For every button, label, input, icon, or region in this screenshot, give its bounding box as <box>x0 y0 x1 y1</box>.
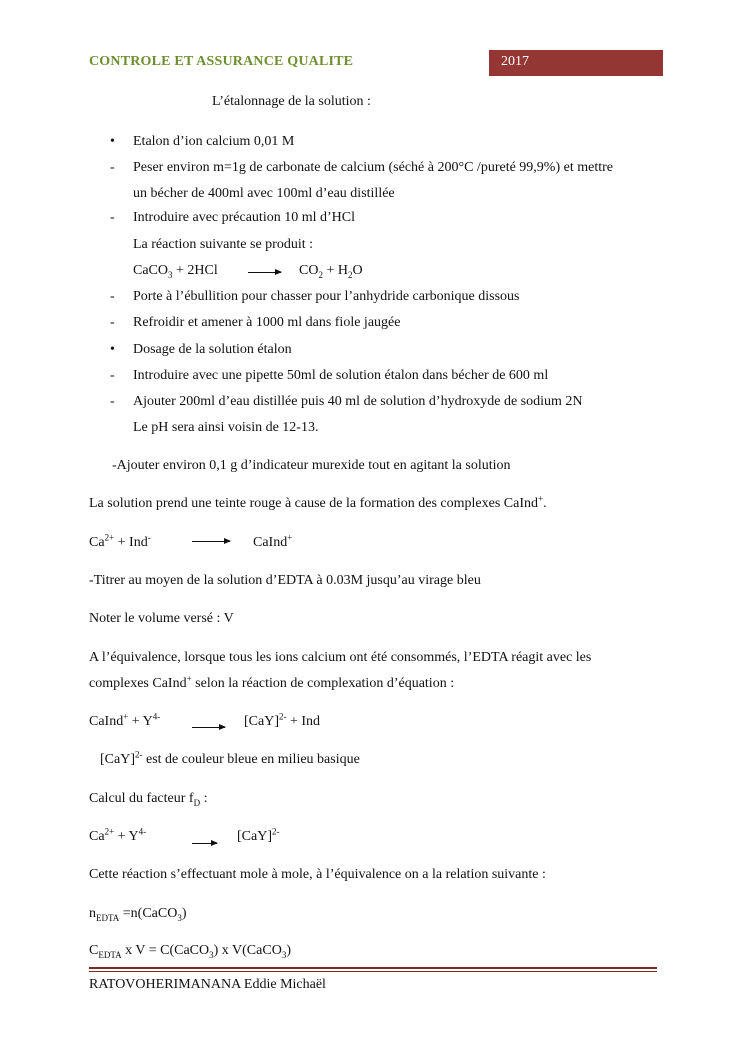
reaction-arrow-icon <box>192 727 225 728</box>
paragraph: -Ajouter environ 0,1 g d’indicateur murexide tout en agitant la solution <box>112 458 511 473</box>
equation-2-right: CaInd+ <box>253 532 293 550</box>
year-text: 2017 <box>501 54 529 69</box>
dash-marker: - <box>110 368 115 383</box>
list-item-continuation: Le pH sera ainsi voisin de 12-13. <box>133 420 319 435</box>
year-badge <box>489 50 663 76</box>
equation-4-left: $Ca^{2+} + Y^{4-}$ <box>89 826 147 844</box>
dash-marker: - <box>110 289 115 304</box>
paragraph: complexes CaInd+ selon la réaction de complexation d’équation : <box>89 673 455 691</box>
list-item-text: Introduire avec une pipette 50ml de solution étalon dans bécher de 600 ml <box>133 368 549 383</box>
footer-divider <box>89 971 657 972</box>
paragraph: La solution prend une teinte rouge à cause de la formation des complexes CaInd+. <box>89 493 547 511</box>
list-item-text: Ajouter 200ml d’eau distillée puis 40 ml de solution d’hydroxyde de sodium 2N <box>133 394 583 409</box>
dash-marker: - <box>110 210 115 225</box>
equation-1-left: CaCO$_3$ + 2HCl <box>133 263 218 280</box>
footer-divider <box>89 967 657 969</box>
reaction-arrow-icon <box>248 272 281 273</box>
bullet-icon: • <box>110 342 115 357</box>
list-item-text: Etalon d’ion calcium 0,01 M <box>133 134 295 149</box>
paragraph: -Titrer au moyen de la solution d’EDTA à 0.03M jusqu’au virage bleu <box>89 573 481 588</box>
list-item-text: Dosage de la solution étalon <box>133 342 292 357</box>
reaction-arrow-icon <box>192 843 217 844</box>
section-title: L’étalonnage de la solution : <box>212 94 371 109</box>
header-title: CONTROLE ET ASSURANCE QUALITE <box>89 54 354 69</box>
list-item-text: Refroidir et amener à 1000 ml dans fiole jaugée <box>133 315 401 330</box>
footer-author: RATOVOHERIMANANA Eddie Michaël <box>89 977 326 992</box>
dash-marker: - <box>110 394 115 409</box>
paragraph: [CaY]$^{2-}$ est de couleur bleue en milieu basique <box>100 749 360 767</box>
list-item-text: Peser environ m=1g de carbonate de calcium (séché à 200°C /pureté 99,9%) et mettre <box>133 160 613 175</box>
list-item-text: Introduire avec précaution 10 ml d’HCl <box>133 210 355 225</box>
paragraph: Noter le volume versé : V <box>89 611 234 626</box>
list-item-continuation: La réaction suivante se produit : <box>133 237 313 252</box>
paragraph: A l’équivalence, lorsque tous les ions calcium ont été consommés, l’EDTA réagit avec les <box>89 650 592 665</box>
dash-marker: - <box>110 315 115 330</box>
paragraph: Cette réaction s’effectuant mole à mole, à l’équivalence on a la relation suivante : <box>89 867 546 882</box>
reaction-arrow-icon <box>192 541 230 542</box>
equation-3-left: CaInd+ + $Y^{4-}$ <box>89 711 161 729</box>
formula: $C_{EDTA}$ x V = C(CaCO$_3$) x V(CaCO$_3$) <box>89 943 291 960</box>
equation-1-right: $CO_2 + H_2O$ <box>299 263 363 280</box>
equation-2-left: $Ca^{2+} + Ind^-$ <box>89 532 151 550</box>
bullet-icon: • <box>110 134 115 149</box>
list-item-text: Porte à l’ébullition pour chasser pour l’anhydride carbonique dissous <box>133 289 520 304</box>
equation-4-right: [CaY]$^{2-}$ <box>237 826 280 844</box>
list-item-continuation: un bécher de 400ml avec 100ml d’eau distillée <box>133 186 395 201</box>
paragraph: Calcul du facteur $f_D$ : <box>89 791 208 808</box>
formula: $n_{EDTA}$ =n(CaCO$_3$) <box>89 906 187 923</box>
dash-marker: - <box>110 160 115 175</box>
equation-3-right: [CaY]$^{2-}$ + Ind <box>244 711 321 729</box>
